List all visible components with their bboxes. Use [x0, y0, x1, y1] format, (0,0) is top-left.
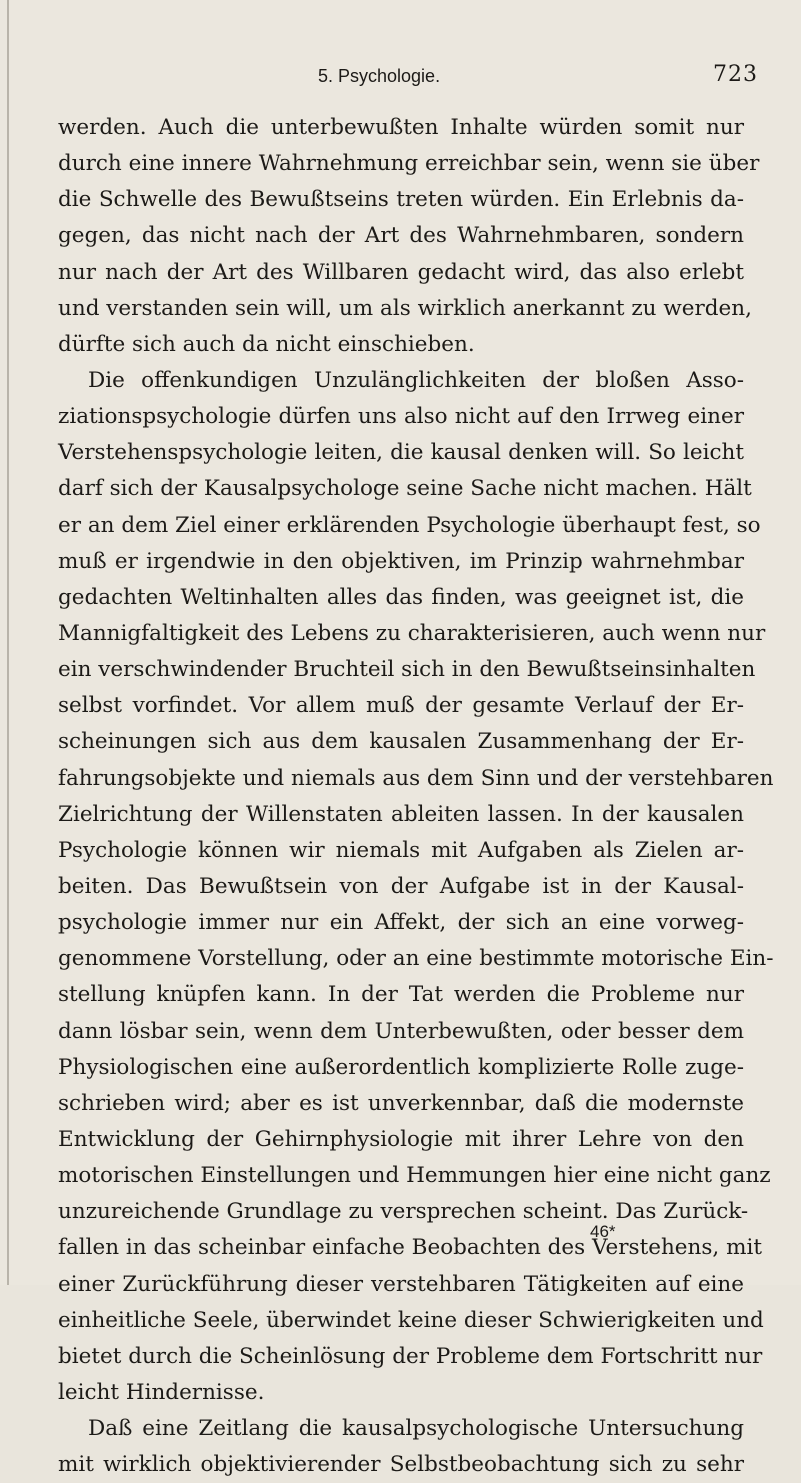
text-line: werden. Auch die unterbewußten Inhalte würden somit nur: [58, 115, 744, 140]
text-line: Zielrichtung der Willenstaten ableiten lassen. In der kausalen: [58, 801, 744, 827]
body-text: [58, 110, 774, 1483]
text-line: fahrungsobjekte und niemals aus dem Sinn und der verstehbaren: [58, 765, 774, 791]
text-line: darf sich der Kausalpsychologe seine Sache nicht machen. Hält: [58, 476, 752, 502]
text-line: mit wirklich objektivierender Selbstbeobachtung sich zu sehr: [58, 1452, 744, 1478]
text-line: einer Zurückführung dieser verstehbaren Tätigkeiten auf eine: [58, 1271, 744, 1297]
text-line: Entwicklung der Gehirnphysiologie mit ihrer Lehre von den: [58, 1126, 744, 1152]
text-line: unzureichende Grundlage zu versprechen scheint. Das Zurück-: [58, 1199, 749, 1225]
text-line: motorischen Einstellungen und Hemmungen hier eine nicht ganz: [58, 1163, 771, 1189]
text-line: Die offenkundigen Unzulänglichkeiten der bloßen Asso-: [88, 367, 744, 393]
text-line: gegen, das nicht nach der Art des Wahrnehmbaren, sondern: [58, 223, 744, 249]
text-line: psychologie immer nur ein Affekt, der sich an eine vorweg-: [58, 910, 744, 936]
running-header: [318, 62, 758, 92]
text-line: selbst vorfindet. Vor allem muß der gesamte Verlauf der Er-: [58, 693, 744, 719]
text-line: leicht Hindernisse.: [58, 1379, 265, 1405]
chapter-title: 5. Psychologie.: [318, 66, 441, 86]
text-line: schrieben wird; aber es ist unverkennbar, daß die modernste: [58, 1090, 744, 1116]
text-line: dann lösbar sein, wenn dem Unterbewußten, oder besser dem: [58, 1018, 744, 1044]
text-line: stellung knüpfen kann. In der Tat werden die Probleme nur: [58, 982, 744, 1008]
text-line: gedachten Weltinhalten alles das finden, was geeignet ist, die: [58, 584, 744, 610]
signature-mark: 46*: [590, 1222, 616, 1241]
text-line: genommene Vorstellung, oder an eine bestimmte motorische Ein-: [58, 946, 774, 972]
text-line: durch eine innere Wahrnehmung erreichbar sein, wenn sie über: [58, 151, 760, 177]
text-line: beiten. Das Bewußtsein von der Aufgabe ist in der Kausal-: [58, 873, 744, 899]
text-line: Daß eine Zeitlang die kausalpsychologische Untersuchung: [88, 1416, 744, 1442]
text-line: er an dem Ziel einer erklärenden Psychologie überhaupt fest, so: [58, 512, 761, 538]
text-line: scheinungen sich aus dem kausalen Zusammenhang der Er-: [58, 729, 744, 755]
page-edge-divider: [7, 0, 9, 1285]
text-line: fallen in das scheinbar einfache Beobachten des Verstehens, mit: [58, 1235, 762, 1261]
text-line: Verstehenspsychologie leiten, die kausal denken will. So leicht: [58, 440, 744, 466]
text-line: und verstanden sein will, um als wirklich anerkannt zu werden,: [58, 295, 752, 321]
text-line: ziationspsychologie dürfen uns also nicht auf den Irrweg einer: [58, 404, 744, 430]
text-line: Physiologischen eine außerordentlich komplizierte Rolle zuge-: [58, 1054, 744, 1080]
text-line: ein verschwindender Bruchteil sich in den Bewußtseinsinhalten: [58, 657, 756, 683]
text-line: einheitliche Seele, überwindet keine dieser Schwierigkeiten und: [58, 1307, 764, 1333]
text-line: nur nach der Art des Willbaren gedacht wird, das also erlebt: [58, 259, 744, 285]
text-line: Psychologie können wir niemals mit Aufgaben als Zielen ar-: [58, 837, 744, 863]
page-number: 723: [713, 62, 758, 87]
text-line: bietet durch die Scheinlösung der Probleme dem Fortschritt nur: [58, 1343, 763, 1369]
text-line: muß er irgendwie in den objektiven, im Prinzip wahrnehmbar: [58, 548, 744, 574]
text-line: die Schwelle des Bewußtseins treten würden. Ein Erlebnis da-: [58, 187, 744, 213]
text-line: Mannigfaltigkeit des Lebens zu charakterisieren, auch wenn nur: [58, 620, 766, 646]
text-line: dürfte sich auch da nicht einschieben.: [58, 331, 475, 357]
